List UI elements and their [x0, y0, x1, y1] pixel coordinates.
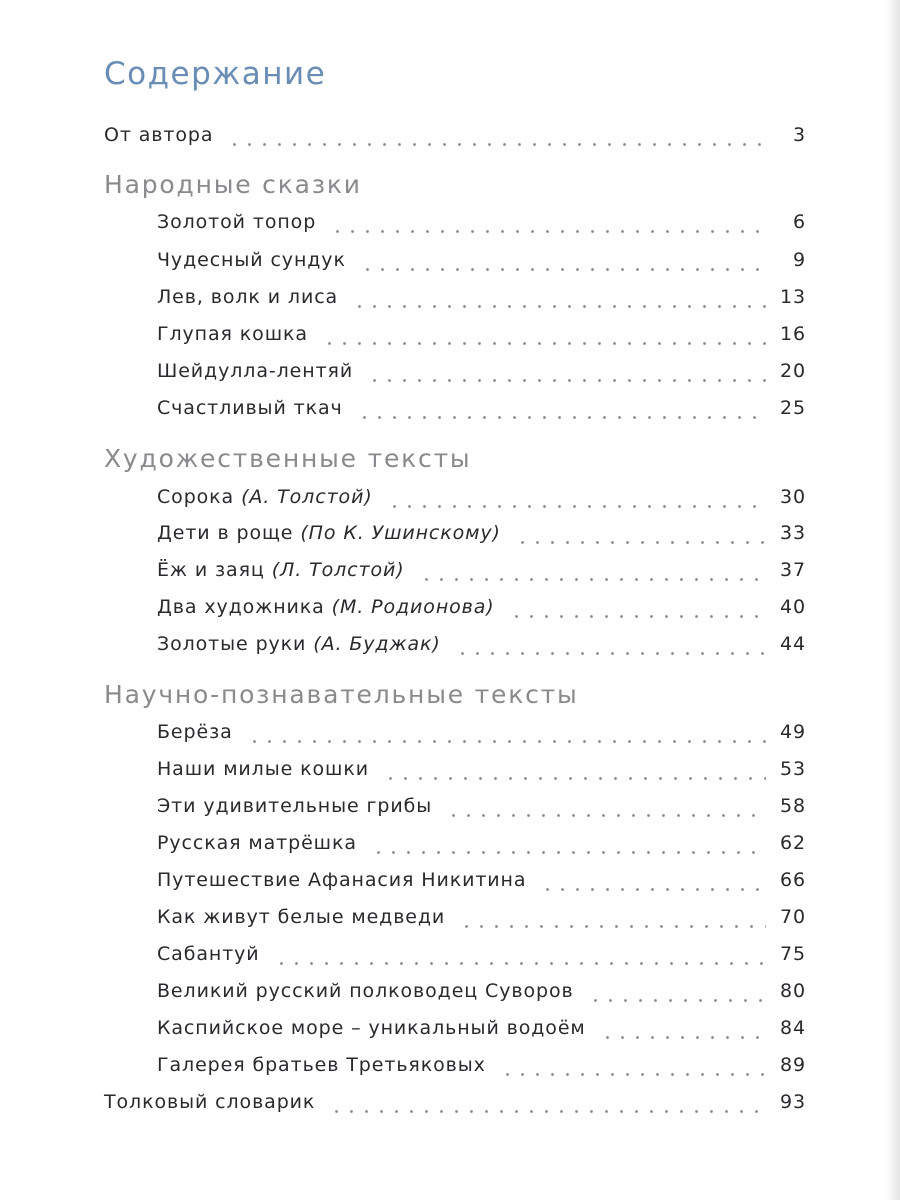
- toc-page-number: 70: [780, 906, 806, 928]
- toc-page-number: 66: [780, 869, 806, 891]
- toc-entry[interactable]: [157, 906, 806, 936]
- dot-leader: [322, 342, 766, 345]
- toc-entry-label: Сабантуй: [157, 943, 260, 965]
- toc-entry-author: (А. Буджак): [313, 633, 441, 655]
- dot-leader: [459, 925, 766, 928]
- toc-entry[interactable]: [157, 486, 806, 516]
- toc-entry[interactable]: [157, 249, 806, 279]
- toc-page-number: 25: [780, 397, 806, 419]
- toc-entry-author: (М. Родионова): [331, 596, 495, 618]
- toc-entry[interactable]: [157, 980, 806, 1010]
- dot-leader: [360, 268, 766, 271]
- toc-page-number: 9: [793, 249, 806, 271]
- toc-entry-label: Русская матрёшка: [157, 832, 357, 854]
- dot-leader: [509, 615, 766, 618]
- toc-entry[interactable]: [157, 795, 806, 825]
- toc-entry[interactable]: [157, 596, 806, 626]
- dot-leader: [367, 379, 766, 382]
- toc-entry[interactable]: [157, 559, 806, 589]
- dot-leader: [383, 777, 766, 780]
- toc-entry-label: Золотые руки (А. Буджак): [157, 633, 441, 655]
- toc-entry[interactable]: [157, 360, 806, 390]
- toc-entry-label: Каспийское море – уникальный водоём: [157, 1017, 586, 1039]
- dot-leader: [500, 1073, 766, 1076]
- dot-leader: [387, 505, 766, 508]
- dot-leader: [330, 230, 766, 233]
- toc-entry-author: (А. Толстой): [241, 486, 373, 508]
- dot-leader: [600, 1036, 766, 1039]
- toc-entry-intro[interactable]: [104, 124, 806, 154]
- toc-entry-label: Галерея братьев Третьяковых: [157, 1054, 486, 1076]
- section-heading-folk-tales: Народные сказки: [104, 170, 362, 199]
- toc-entry-label: Сорока (А. Толстой): [157, 486, 373, 508]
- toc-page-number: 20: [780, 360, 806, 382]
- toc-entry[interactable]: [157, 758, 806, 788]
- toc-page-number: 6: [793, 211, 806, 233]
- toc-entry[interactable]: [157, 943, 806, 973]
- toc-page-number: 37: [780, 559, 806, 581]
- toc-entry-label: Золотой топор: [157, 211, 317, 233]
- toc-page-number: 30: [780, 486, 806, 508]
- toc-entry-label: Толковый словарик: [104, 1091, 316, 1113]
- toc-entry-label: Берёза: [157, 721, 233, 743]
- dot-leader: [515, 541, 766, 544]
- toc-entry-label: Эти удивительные грибы: [157, 795, 433, 817]
- toc-entry-label: От автора: [104, 124, 214, 146]
- dot-leader: [329, 1110, 766, 1113]
- toc-entry[interactable]: [157, 211, 806, 241]
- toc-page-number: 3: [793, 124, 806, 146]
- toc-page-number: 58: [780, 795, 806, 817]
- toc-page-number: 33: [780, 522, 806, 544]
- toc-page-number: 75: [780, 943, 806, 965]
- toc-entry-author: (Л. Толстой): [271, 559, 405, 581]
- page-title: Содержание: [104, 56, 327, 92]
- toc-entry-label: Лев, волк и лиса: [157, 286, 339, 308]
- toc-entry[interactable]: [157, 869, 806, 899]
- dot-leader: [352, 305, 766, 308]
- toc-entry-label: Ёж и заяц (Л. Толстой): [157, 559, 405, 581]
- toc-entry-label: Путешествие Афанасия Никитина: [157, 869, 527, 891]
- toc-entry[interactable]: [157, 721, 806, 751]
- toc-page-number: 84: [780, 1017, 806, 1039]
- toc-entry-label: Глупая кошка: [157, 323, 308, 345]
- toc-entry-label: Великий русский полководец Суворов: [157, 980, 574, 1002]
- toc-entry-author: (По К. Ушинскому): [300, 522, 501, 544]
- dot-leader: [227, 143, 766, 146]
- toc-page-number: 16: [780, 323, 806, 345]
- dot-leader: [247, 740, 766, 743]
- dot-leader: [274, 962, 766, 965]
- toc-entry-label: Два художника (М. Родионова): [157, 596, 495, 618]
- dot-leader: [371, 851, 766, 854]
- toc-entry[interactable]: [157, 832, 806, 862]
- toc-page-number: 89: [780, 1054, 806, 1076]
- toc-entry-label: Счастливый ткач: [157, 397, 343, 419]
- dot-leader: [455, 652, 766, 655]
- dot-leader: [588, 999, 766, 1002]
- toc-entry[interactable]: [157, 522, 806, 552]
- toc-entry-label: Наши милые кошки: [157, 758, 369, 780]
- toc-entry-label: Как живут белые медведи: [157, 906, 446, 928]
- toc-entry[interactable]: [157, 1054, 806, 1084]
- toc-entry-label: Дети в роще (По К. Ушинскому): [157, 522, 501, 544]
- toc-page-number: 53: [780, 758, 806, 780]
- toc-entry-label: Чудесный сундук: [157, 249, 346, 271]
- toc-entry[interactable]: [157, 1017, 806, 1047]
- toc-entry[interactable]: [157, 323, 806, 353]
- toc-page-number: 49: [780, 721, 806, 743]
- dot-leader: [357, 416, 766, 419]
- toc-entry[interactable]: [157, 286, 806, 316]
- toc-entry-glossary[interactable]: [104, 1091, 806, 1121]
- toc-page-number: 93: [780, 1091, 806, 1113]
- dot-leader: [419, 578, 766, 581]
- toc-page-number: 44: [780, 633, 806, 655]
- toc-entry[interactable]: [157, 633, 806, 663]
- dot-leader: [446, 814, 766, 817]
- section-heading-nonfiction: Научно-познавательные тексты: [104, 680, 579, 709]
- toc-page-number: 80: [780, 980, 806, 1002]
- section-heading-fiction: Художественные тексты: [104, 444, 472, 473]
- toc-entry[interactable]: [157, 397, 806, 427]
- toc-page-number: 40: [780, 596, 806, 618]
- toc-page-number: 13: [780, 286, 806, 308]
- dot-leader: [540, 888, 766, 891]
- toc-entry-label: Шейдулла-лентяй: [157, 360, 354, 382]
- toc-page-number: 62: [780, 832, 806, 854]
